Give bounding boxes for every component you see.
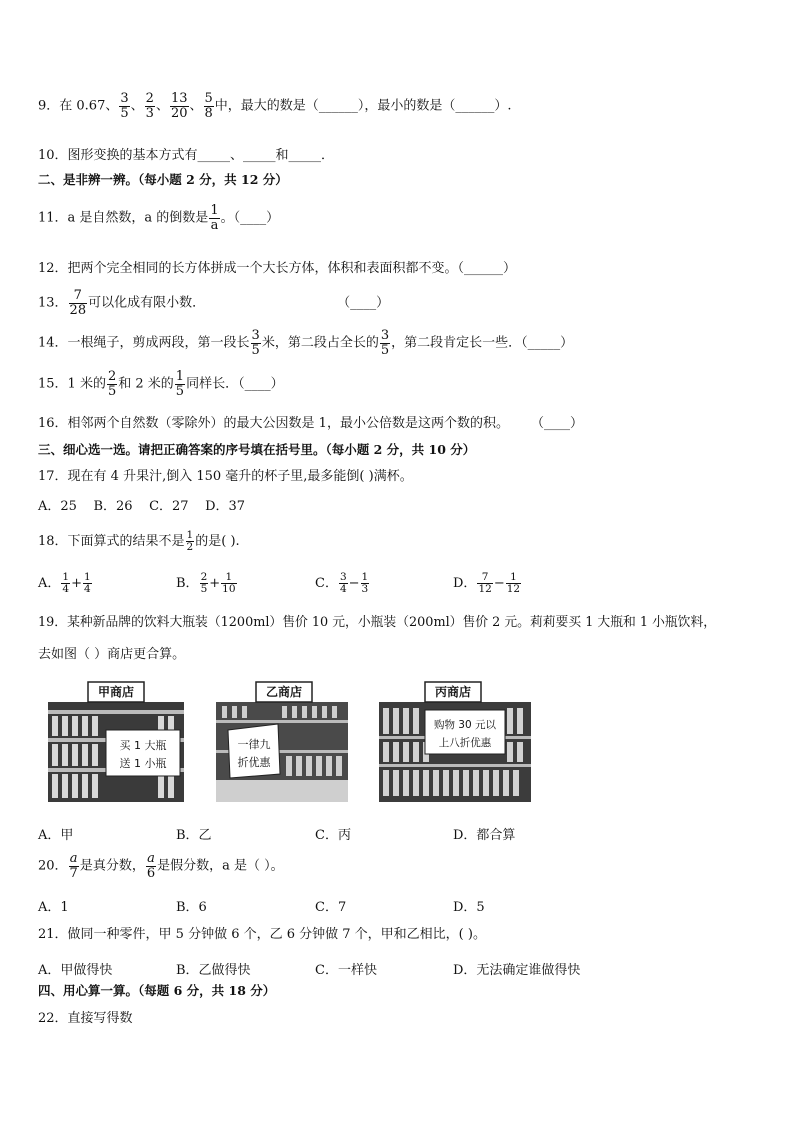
option-d[interactable]: D．无法确定谁做得快 — [453, 963, 581, 978]
option-b[interactable]: B．6 — [176, 900, 207, 915]
question-19-line2: 去如图（ ）商店更合算。 — [38, 647, 186, 662]
option-c[interactable]: C．丙 — [315, 828, 351, 843]
option-a[interactable]: A．1 — [38, 900, 69, 915]
fraction: $\frac{3}{5}$ — [120, 91, 129, 121]
question-16: 16．相邻两个自然数（零除外）的最大公因数是 1，最小公倍数是这两个数的积。 （____） — [38, 416, 583, 431]
fraction: $\frac{1}{2}$ — [186, 529, 194, 554]
shop-sign-line: 上八折优惠 — [438, 737, 492, 749]
question-12: 12．把两个完全相同的长方体拼成一个大长方体，体积和表面积都不变。（______） — [38, 261, 517, 276]
shop-image-jia — [48, 680, 184, 804]
fraction: $\frac{7}{28}$ — [69, 288, 87, 318]
answer-blank[interactable]: ______ — [455, 98, 495, 114]
shop-sign-line: 送 1 小瓶 — [119, 757, 167, 770]
section-heading-4: 四、用心算一算。（每题 6 分，共 18 分） — [38, 983, 276, 998]
option-d[interactable]: D．都合算 — [453, 828, 516, 843]
question-10: 10．图形变换的基本方式有_____、_____和_____． — [38, 148, 335, 163]
section-heading-3: 三、细心选一选。请把正确答案的序号填在括号里。（每小题 2 分，共 10 分） — [38, 442, 476, 457]
question-18: 18．下面算式的结果不是 $\frac{1}{2}$ 的是( ). — [38, 529, 240, 554]
option-d[interactable]: D． $\frac{7}{12}$ − $\frac{1}{12}$ — [453, 571, 521, 596]
fraction: $\frac{a}{7}$ — [69, 851, 78, 881]
option-b[interactable]: B． $\frac{2}{5}$ + $\frac{1}{10}$ — [176, 571, 236, 596]
question-13: 13． $\frac{7}{28}$ 可以化成有限小数． （____） — [38, 288, 390, 318]
fraction: $\frac{1}{a}$ — [210, 203, 219, 233]
option-c[interactable]: C． $\frac{3}{4}$ − $\frac{1}{3}$ — [315, 571, 369, 596]
shop-title: 丙商店 — [434, 685, 472, 699]
shop-sign-line: 买 1 大瓶 — [119, 739, 167, 752]
shop-title: 甲商店 — [97, 685, 135, 699]
question-21: 21．做同一种零件，甲 5 分钟做 6 个，乙 6 分钟做 7 个，甲和乙相比，( )。 — [38, 927, 486, 942]
option-d[interactable]: D．5 — [453, 900, 485, 915]
shop-sign-line: 折优惠 — [237, 756, 271, 769]
question-11: 11．a 是自然数，a 的倒数是 $\frac{1}{a}$ 。（____） — [38, 203, 280, 233]
question-22: 22．直接写得数 — [38, 1011, 133, 1026]
shop-image-bing — [379, 680, 531, 804]
fraction: $\frac{5}{8}$ — [204, 91, 213, 121]
fraction: $\frac{1}{5}$ — [175, 369, 185, 399]
answer-blank[interactable]: ______ — [318, 98, 358, 114]
option-b[interactable]: B．乙 — [176, 828, 212, 843]
fraction: $\frac{a}{6}$ — [146, 851, 156, 881]
shop-sign-line: 购物 30 元以 — [433, 719, 497, 731]
fraction: $\frac{3}{5}$ — [380, 328, 390, 358]
section-heading-2: 二、是非辨一辨。（每小题 2 分，共 12 分） — [38, 172, 288, 187]
shop-image-yi — [216, 680, 348, 804]
option-c[interactable]: C．7 — [315, 900, 347, 915]
question-15: 15．1 米的 $\frac{2}{5}$ 和 2 米的 $\frac{1}{5}$ 同样长．（____） — [38, 369, 284, 399]
fraction: $\frac{13}{20}$ — [170, 91, 188, 121]
option-a[interactable]: A． $\frac{1}{4}$ + $\frac{1}{4}$ — [38, 571, 91, 596]
option-b[interactable]: B．乙做得快 — [176, 963, 251, 978]
question-17-options: A．25 B．26 C．27 D．37 — [38, 499, 246, 514]
question-9: 9．在 0.67、 $\frac{3}{5}$ 、 $\frac{2}{3}$ 、 $\frac{13}{20}$ 、 $\frac{5}{8}$ 中，最大的数是（______），最小的数是（______）. — [38, 91, 512, 121]
question-17: 17．现在有 4 升果汁,倒入 150 毫升的杯子里,最多能倒( )满杯。 — [38, 469, 413, 484]
question-14: 14．一根绳子，剪成两段，第一段长 $\frac{3}{5}$ 米，第二段占全长的 $\frac{3}{5}$ ，第二段肯定长一些．（_____） — [38, 328, 574, 358]
fraction: $\frac{2}{3}$ — [145, 91, 154, 121]
option-c[interactable]: C．一样快 — [315, 963, 377, 978]
option-a[interactable]: A．甲做得快 — [38, 963, 113, 978]
shop-title: 乙商店 — [265, 685, 303, 699]
question-19-line1: 19．某种新品牌的饮料大瓶装（1200ml）售价 10 元，小瓶装（200ml）售价 2 元。莉莉要买 1 大瓶和 1 小瓶饮料， — [38, 615, 717, 630]
option-a[interactable]: A．甲 — [38, 828, 74, 843]
shop-sign-line: 一律九 — [237, 738, 271, 751]
fraction: $\frac{2}{5}$ — [107, 369, 117, 399]
fraction: $\frac{3}{5}$ — [251, 328, 260, 358]
question-20: 20． $\frac{a}{7}$ 是真分数， $\frac{a}{6}$ 是假分数，a 是（ ）。 — [38, 851, 284, 881]
